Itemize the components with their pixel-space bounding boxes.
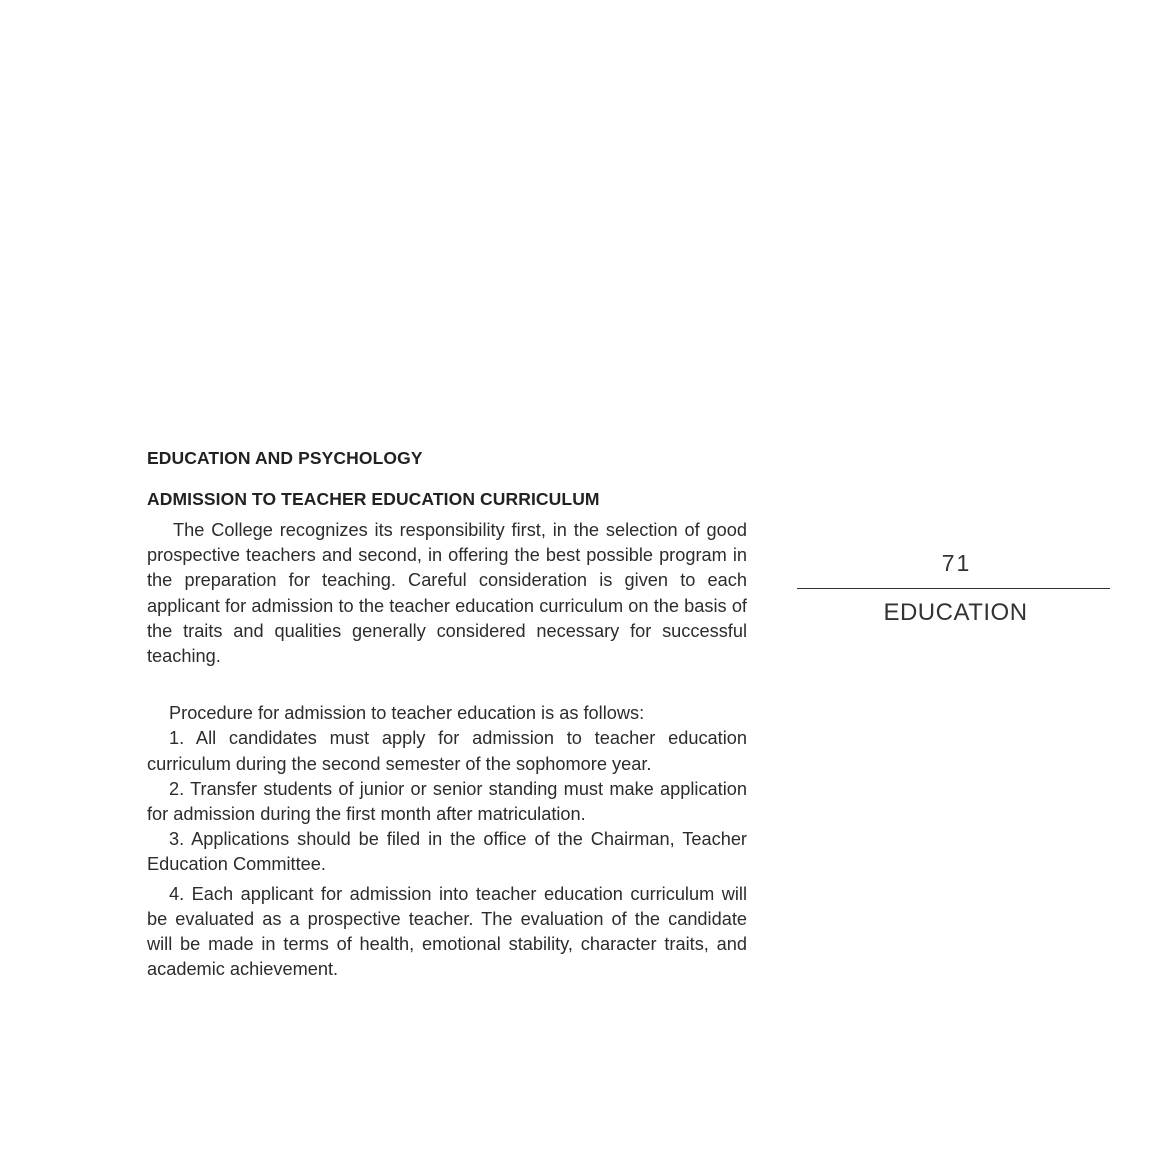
running-head: EDUCATION — [883, 599, 1028, 626]
main-text-column — [147, 448, 747, 982]
procedure-item: 3. Applications should be filed in the office of the Chairman, Teacher Education Committee. — [147, 829, 747, 875]
procedure-item: 1. All candidates must apply for admission to teacher education curriculum during the second semester of the sophomore year. — [147, 728, 747, 774]
procedure-lead: Procedure for admission to teacher education is as follows: — [169, 703, 645, 724]
page-number: 71 — [941, 550, 972, 576]
procedure-item: 2. Transfer students of junior or senior standing must make application for admission during the first month after matriculation. — [147, 778, 747, 825]
divider-rule — [797, 588, 1110, 589]
subsection-title: ADMISSION TO TEACHER EDUCATION CURRICULUM — [147, 489, 600, 509]
side-margin-block — [797, 548, 1110, 627]
intro-paragraph: The College recognizes its responsibility first, in the selection of good prospective teachers and second, in offering the best possible program in the preparation for teaching. Careful consideration is given to each applicant for admission to the teacher education curriculum on the basis of the traits and qualities generally considered necessary for successful teaching. — [147, 520, 747, 667]
procedure-item: 4. Each applicant for admission into teacher education curriculum will be evaluated as a prospective teacher. The evaluation of the candidate will be made in terms of health, emotional stability, character traits, and academic achievement. — [147, 883, 747, 980]
section-title: EDUCATION AND PSYCHOLOGY — [147, 448, 423, 468]
